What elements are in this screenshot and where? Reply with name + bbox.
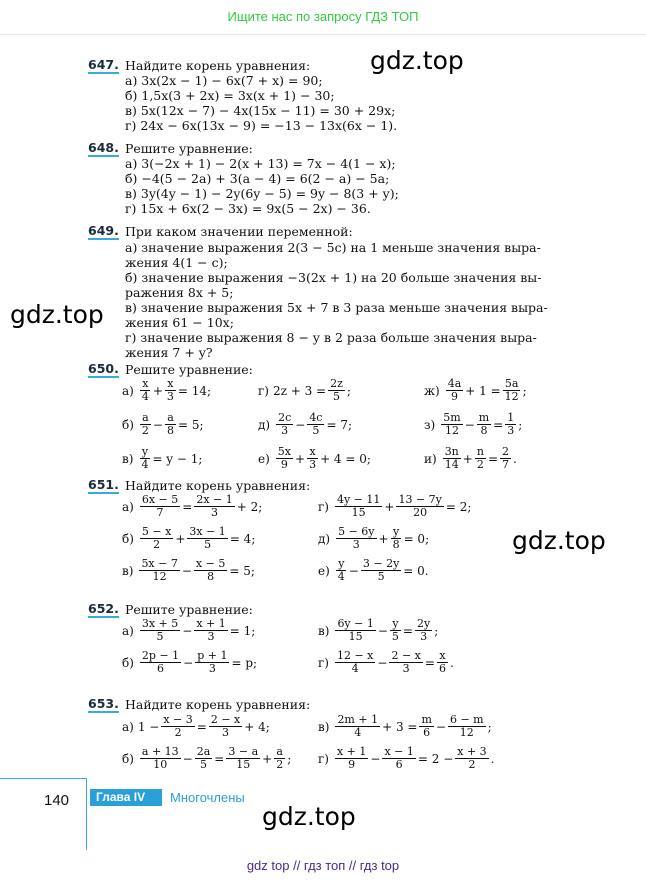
numerator: x − 5 [195,557,226,570]
numerator: a [142,411,149,424]
numerator: y [392,525,400,538]
fraction [209,714,242,739]
denominator: 12 [504,390,519,403]
numerator: 5a [504,377,519,390]
denominator: 3 [166,390,174,403]
equation-text: = 1; [229,623,256,638]
equation-text: = 2 − [417,751,454,766]
denominator: 4 [141,458,149,471]
fraction [140,412,151,437]
equation [424,446,517,471]
denominator: 2 [468,758,476,771]
fraction [140,494,180,519]
equation-text: = [196,719,207,734]
equation-text: . [513,451,517,466]
item-letter: в) [318,623,330,638]
denominator: 8 [207,570,215,583]
equation-text: + [262,751,273,766]
fraction [455,746,488,771]
equation-text: . [449,655,454,670]
fraction [165,412,176,437]
equation-text: = [214,751,225,766]
denominator: 7 [502,458,509,471]
fraction [382,746,415,771]
equation [122,650,257,675]
fraction [503,378,521,403]
equation-text: + [378,531,389,546]
fraction [140,526,173,551]
equation-text: = p; [231,655,258,670]
item-letter: в) [122,451,134,466]
problem-line: г) 15x + 6x(2 − 3x) = 9x(5 − 2x) − 36. [125,201,371,216]
fraction [335,650,375,675]
equation-text: − [377,623,388,638]
fraction [361,558,401,583]
item-letter: а) [122,719,134,734]
fraction [276,446,293,471]
fraction [335,714,380,739]
problem-number: 652. [88,601,119,616]
fraction [194,558,227,583]
denominator: 10 [153,758,168,771]
equation [318,558,429,583]
fraction [194,618,227,643]
denominator: 12 [444,424,459,437]
fraction [195,650,229,675]
denominator: 12 [459,726,474,739]
equation [122,746,291,771]
numerator: 1 [507,411,515,424]
equation [122,494,262,519]
equation [258,412,352,437]
numerator: 6 − m [449,713,484,726]
numerator: x + 1 [196,617,226,630]
item-letter: в) [122,563,134,578]
item-letter: и) [424,451,437,466]
denominator: 4 [354,726,362,739]
equation [122,526,255,551]
denominator: 3 [507,424,515,437]
footer-rule-vertical [86,778,87,850]
equation [424,378,527,403]
numerator: y [338,557,345,570]
problem-number: 649. [88,223,119,238]
numerator: 3x − 1 [189,525,226,538]
equation-text: + 4; [244,719,270,734]
equation-text: = 2; [445,499,472,514]
problem-line: а) 3(−2x + 1) − 2(x + 13) = 7x − 4(1 − x); [125,156,396,171]
fraction [500,446,511,471]
equation-text: ; [518,417,523,432]
item-letter: г) [318,751,329,766]
denominator: 3 [207,630,215,643]
numerator: x − 3 [163,713,193,726]
problem-number: 653. [88,696,119,711]
denominator: 3 [222,726,230,739]
numerator: 2 − x [391,649,421,662]
fraction [139,558,179,583]
denominator: 6 [395,758,403,771]
denominator: 5 [312,424,320,437]
fraction [195,746,213,771]
denominator: 20 [413,506,428,519]
equation [122,446,202,471]
item-letter: а) [122,383,134,398]
numerator: m [421,713,432,726]
item-letter: з) [424,417,436,432]
fraction [391,526,402,551]
equation-text: = 4; [229,531,256,546]
denominator: 2 [174,726,182,739]
fraction [276,412,293,437]
fraction [140,378,151,403]
equation [318,746,495,771]
equation-text: = 7; [326,417,353,432]
item-letter: е) [318,563,330,578]
item-letter: е) [258,451,270,466]
equation-text: − [435,719,446,734]
page-number: 140 [44,792,70,809]
denominator: 5 [377,570,385,583]
equation-text: ; [522,383,527,398]
problem-line: а) 3x(2x − 1) − 6x(7 + x) = 90; [125,73,323,88]
equation-text: ; [434,623,439,638]
fraction [335,746,368,771]
item-letter: б) [122,531,134,546]
equation-text: = 0. [403,563,429,578]
problem-line: в) 3y(4y − 1) − 2y(6y − 5) = 9y − 8(3 + y); [125,186,399,201]
equation-text: − [152,417,163,432]
numerator: y [141,445,149,458]
chapter-name: Многочлены [170,790,245,805]
fraction [161,714,194,739]
denominator: 15 [348,630,363,643]
numerator: 3 − a [228,745,259,758]
top-banner [0,0,646,35]
equation-text: − [183,655,194,670]
fraction [419,714,433,739]
watermark: gdz.top [512,526,606,555]
fraction [140,618,180,643]
bottom-links[interactable]: gdz top // гдз топ // гдз top [246,858,400,873]
fraction [335,618,375,643]
item-letter: б) [122,655,134,670]
denominator: 5 [204,538,212,551]
numerator: 2x − 1 [196,493,233,506]
equation-text: = 14; [177,383,212,398]
equation [318,714,492,739]
denominator: 9 [451,390,459,403]
equation-text: = [424,655,435,670]
numerator: a + 13 [141,745,179,758]
fraction [140,650,181,675]
item-letter: а) [122,499,134,514]
item-letter: д) [258,417,271,432]
problem-line: жения 4(1 − c); [125,255,228,270]
item-letter: б) [122,751,134,766]
equation-text: ; [487,719,492,734]
fraction [274,746,285,771]
problem-number: 650. [88,361,119,376]
fraction [336,558,347,583]
watermark: gdz.top [370,46,464,75]
denominator: 5 [200,758,208,771]
item-letter: а) [122,623,134,638]
denominator: 9 [348,758,356,771]
equation [122,412,204,437]
denominator: 6 [423,726,431,739]
denominator: 3 [211,506,219,519]
problem-number: 648. [88,140,119,155]
equation-text: + [152,383,163,398]
equation [122,558,255,583]
denominator: 2 [141,424,149,437]
numerator: 2p − 1 [141,649,180,662]
problem-line: г) 24x − 6x(13x − 9) = −13 − 13x(6x − 1). [125,118,398,133]
equation-text: = 0; [403,531,430,546]
fraction [139,446,150,471]
equation [122,618,255,643]
fraction [328,378,345,403]
numerator: 2y [416,617,431,630]
denominator: 14 [444,458,459,471]
fraction [194,494,234,519]
watermark: gdz.top [10,300,104,329]
problem-title: Решите уравнение: [125,362,253,377]
equation [318,650,454,675]
numerator: 2 − x [210,713,241,726]
equation-text: + [462,451,473,466]
numerator: 5x [277,445,291,458]
fraction [336,526,376,551]
equation-text: = [402,623,413,638]
numerator: x [142,377,149,390]
equation-text: = [487,451,498,466]
fraction [165,378,176,403]
numerator: 2z [330,377,343,390]
numerator: 6y − 1 [337,617,374,630]
problem-number: 651. [88,477,119,492]
equation-text: = y − 1; [152,451,203,466]
denominator: 4 [141,390,149,403]
denominator: 2 [276,758,284,771]
item-letter: в) [318,719,330,734]
equation-text: 1 − [137,719,160,734]
item-letter: ж) [424,383,440,398]
denominator: 12 [152,570,167,583]
denominator: 5 [391,630,399,643]
fraction [335,494,382,519]
denominator: 3 [420,630,428,643]
equation-text: + [384,499,395,514]
equation-text: . [490,751,495,766]
numerator: 5x − 7 [141,557,178,570]
numerator: x [167,377,174,390]
equation-text: + [295,451,306,466]
chapter-badge: Глава IV [90,789,162,806]
problem-title: Найдите корень уравнения: [125,478,311,493]
numerator: 5 − x [141,525,172,538]
item-letter: д) [318,531,331,546]
numerator: x + 1 [336,745,367,758]
problem-line: б) 1,5x(3 + 2x) = 3x(x + 1) − 30; [125,88,335,103]
denominator: 8 [480,424,488,437]
denominator: 3 [309,458,317,471]
numerator: 13 − 7y [398,493,442,506]
equation-text: ; [346,383,351,398]
equation-text: − [348,563,359,578]
item-letter: г) [318,499,329,514]
equation [318,618,438,643]
equation-text: − [182,751,193,766]
problem-title: Найдите корень уравнения: [125,697,311,712]
problem-line: ражения 8x + 5; [125,285,234,300]
fraction [389,650,422,675]
problem-title: Решите уравнение: [125,141,253,156]
problem-title: Найдите корень уравнения: [125,58,311,73]
equation [122,714,270,739]
numerator: y [392,617,399,630]
fraction [437,650,448,675]
equation-text: = 5; [229,563,255,578]
numerator: 4y − 11 [336,493,381,506]
problem-line: б) −4(5 − 2a) + 3(a − 4) = 6(2 − a) − 5a; [125,171,390,186]
equation-text: + 3 = [382,719,418,734]
numerator: 2 [502,445,509,458]
problem-line: б) значение выражения −3(2x + 1) на 20 больше значения вы- [125,270,542,285]
numerator: 3 − 2y [362,557,400,570]
equation-text: − [464,417,475,432]
denominator: 4 [337,570,345,583]
denominator: 5 [156,630,164,643]
denominator: 3 [281,424,289,437]
equation [258,446,371,471]
denominator: 8 [392,538,400,551]
denominator: 4 [351,662,359,675]
fraction [140,746,181,771]
numerator: a [167,411,174,424]
equation [318,494,471,519]
equation-text: + 1 = [465,383,501,398]
problem-line: жения 61 − 10x; [125,315,234,330]
denominator: 3 [352,538,360,551]
problem-line: г) значение выражения 8 − y в 2 раза больше значения выра- [125,330,537,345]
problem-title: При каком значении переменной: [125,224,353,239]
numerator: x − 1 [384,745,414,758]
equation-text: = [493,417,504,432]
equation-text: − [181,563,192,578]
denominator: 3 [402,662,410,675]
numerator: 2m + 1 [337,713,379,726]
fraction [446,378,464,403]
item-letter: г) [258,383,269,398]
denominator: 6 [438,662,446,675]
equation-text: − [370,751,381,766]
fraction [226,746,260,771]
denominator: 5 [333,390,341,403]
equation [122,378,211,403]
denominator: 6 [157,662,165,675]
item-letter: г) [318,655,329,670]
equation-text: − [377,655,388,670]
banner-text: Ищите нас по запросу ГДЗ ТОП [227,9,419,24]
equation-text: 2z + 3 = [272,383,327,398]
fraction [475,446,486,471]
equation-text: ; [287,751,292,766]
problem-line: а) значение выражения 2(3 − 5c) на 1 меньше значения выра- [125,240,541,255]
problem-line: в) 5x(12x − 7) − 4x(15x − 11) = 30 + 29x; [125,103,396,118]
watermark: gdz.top [262,802,356,831]
equation-text: = [182,499,193,514]
denominator: 8 [166,424,174,437]
numerator: x [439,649,446,662]
problem-line: в) значение выражения 5x + 7 в 3 раза меньше значения выра- [125,300,548,315]
equation-text: − [182,623,193,638]
equation-text: + [175,531,186,546]
numerator: 6x − 5 [141,493,179,506]
equation-text: + 2; [236,499,263,514]
fraction [477,412,491,437]
fraction [396,494,443,519]
fraction [307,446,318,471]
fraction [307,412,324,437]
numerator: 3x + 5 [141,617,179,630]
equation [258,378,351,403]
fraction [415,618,432,643]
denominator: 7 [156,506,164,519]
denominator: 2 [476,458,484,471]
numerator: m [478,411,490,424]
fraction [390,618,401,643]
equation [318,526,429,551]
numerator: p + 1 [197,649,228,662]
fraction [505,412,516,437]
denominator: 2 [153,538,161,551]
numerator: 5m [443,411,461,424]
problem-number: 647. [88,57,119,72]
numerator: a [276,745,283,758]
denominator: 15 [236,758,251,771]
numerator: 4c [309,411,323,424]
fraction [187,526,227,551]
numerator: n [476,445,484,458]
problem-title: Решите уравнение: [125,602,253,617]
equation [424,412,522,437]
numerator: x [309,445,316,458]
numerator: 3n [444,445,459,458]
equation-text: = 5; [177,417,204,432]
denominator: 15 [351,506,366,519]
numerator: x + 3 [457,745,487,758]
fraction [441,412,462,437]
denominator: 3 [208,662,216,675]
equation-text: − [295,417,306,432]
numerator: 12 − x [336,649,374,662]
problem-line: жения 7 + y? [125,345,213,360]
numerator: 4a [447,377,462,390]
fraction [443,446,461,471]
numerator: 5 − 6y [338,525,375,538]
numerator: 2a [196,745,211,758]
fraction [448,714,486,739]
item-letter: б) [122,417,134,432]
denominator: 9 [280,458,288,471]
footer-rule [0,778,86,779]
equation-text: + 4 = 0; [320,451,371,466]
numerator: 2c [278,411,292,424]
